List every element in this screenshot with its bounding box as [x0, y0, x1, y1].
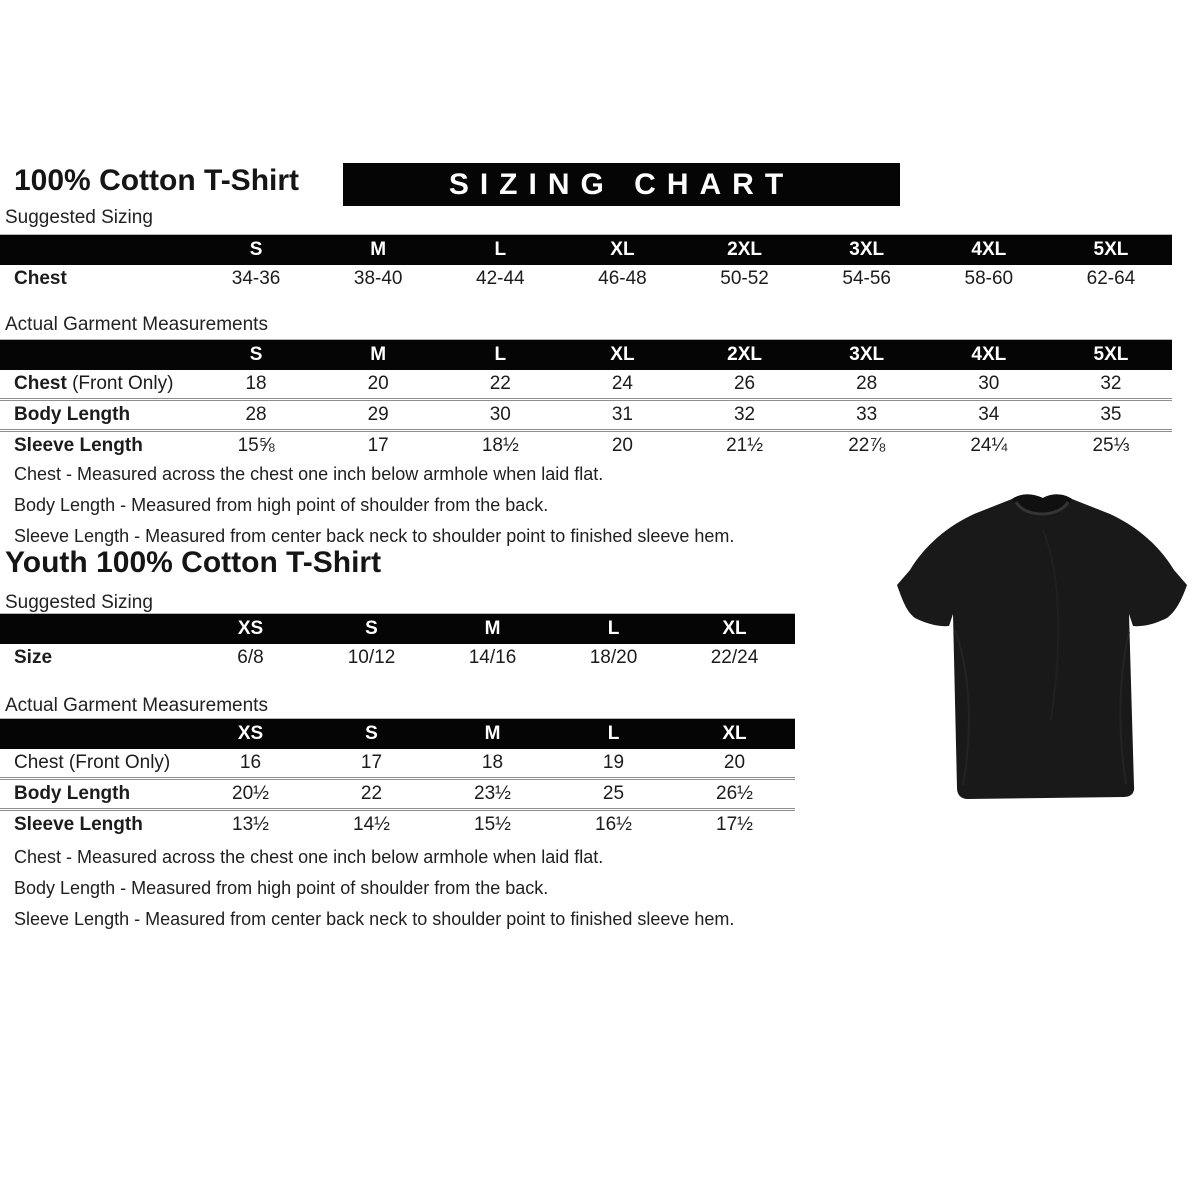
size-col-header: L — [553, 719, 674, 750]
note-line: Body Length - Measured from high point of shoulder from the back. — [14, 878, 549, 898]
header-spacer — [0, 340, 195, 371]
cell: 22⅞ — [806, 431, 928, 461]
row-label: Size — [14, 647, 53, 668]
size-col-header: 2XL — [684, 340, 806, 371]
row-label: Chest (Front Only) — [14, 373, 174, 394]
note-line: Sleeve Length - Measured from center back neck to shoulder point to finished sleeve hem. — [14, 526, 735, 546]
cell: 14/16 — [468, 647, 517, 668]
youth-actual-header-row — [0, 719, 795, 750]
adult-title: 100% Cotton T-Shirt — [14, 164, 300, 197]
youth-actual-measurements-label: Actual Garment Measurements — [5, 695, 268, 716]
cell: 25 — [553, 779, 674, 810]
row-label: Sleeve Length — [0, 810, 190, 840]
cell: 30 — [978, 373, 1000, 394]
table-row — [0, 749, 795, 779]
cell: 17 — [317, 431, 439, 461]
adult-measurement-notes — [14, 459, 734, 552]
cell: 15⅝ — [195, 431, 317, 461]
cell: 58-60 — [964, 268, 1014, 289]
cell: 46-48 — [598, 268, 647, 289]
size-col-header: 5XL — [1050, 235, 1172, 266]
note-line: Chest - Measured across the chest one inch below armhole when laid flat. — [14, 847, 604, 867]
cell: 35 — [1050, 400, 1172, 431]
adult-actual-measurements-table — [0, 339, 1172, 460]
size-col-header: XS — [190, 719, 311, 750]
size-col-header: S — [195, 340, 317, 371]
cell: 42-44 — [476, 268, 525, 289]
size-col-header: M — [432, 719, 553, 750]
youth-suggested-sizing-label: Suggested Sizing — [5, 592, 153, 613]
cell: 18 — [245, 373, 267, 394]
cell: 34-36 — [231, 268, 281, 289]
table-row — [0, 265, 1172, 293]
row-label: Chest — [14, 268, 67, 289]
cell: 34 — [928, 400, 1050, 431]
cell: 20½ — [190, 779, 311, 810]
cell: 31 — [561, 400, 683, 431]
youth-suggested-sizing-table — [0, 613, 795, 672]
size-col-header: XL — [674, 719, 795, 750]
cell: 33 — [806, 400, 928, 431]
table-row — [0, 400, 1172, 431]
cell: 6/8 — [237, 647, 264, 668]
cell: 18½ — [439, 431, 561, 461]
youth-title: Youth 100% Cotton T-Shirt — [5, 546, 382, 579]
row-label: Chest (Front Only) — [14, 752, 171, 773]
table-row — [0, 370, 1172, 400]
adult-suggested-sizing-table — [0, 234, 1172, 293]
size-col-header: L — [439, 235, 561, 266]
youth-suggested-header-row — [0, 614, 795, 645]
cell: 22 — [311, 779, 432, 810]
cell: 20 — [367, 373, 389, 394]
size-col-header: 2XL — [684, 235, 806, 266]
size-col-header: L — [553, 614, 674, 645]
size-col-header: XL — [674, 614, 795, 645]
size-col-header: M — [317, 340, 439, 371]
row-label: Sleeve Length — [0, 431, 195, 461]
cell: 24¼ — [928, 431, 1050, 461]
cell: 30 — [439, 400, 561, 431]
size-col-header: XL — [561, 235, 683, 266]
table-row — [0, 644, 795, 672]
cell: 10/12 — [347, 647, 396, 668]
youth-actual-measurements-table — [0, 718, 795, 839]
cell: 28 — [856, 373, 878, 394]
table-row — [0, 431, 1172, 461]
cell: 15½ — [432, 810, 553, 840]
header-spacer — [0, 614, 190, 645]
cell: 13½ — [190, 810, 311, 840]
cell: 32 — [1100, 373, 1122, 394]
note-line: Body Length - Measured from high point of shoulder from the back. — [14, 495, 549, 515]
cell: 32 — [684, 400, 806, 431]
youth-measurement-notes — [14, 842, 734, 935]
adult-actual-measurements-label: Actual Garment Measurements — [5, 314, 268, 335]
size-col-header: 3XL — [806, 340, 928, 371]
adult-suggested-sizing-label: Suggested Sizing — [5, 207, 153, 228]
cell: 25⅓ — [1050, 431, 1172, 461]
note-line: Sleeve Length - Measured from center back neck to shoulder point to finished sleeve hem. — [14, 909, 735, 929]
cell: 22 — [489, 373, 511, 394]
black-tshirt-image — [893, 490, 1191, 802]
cell: 17½ — [674, 810, 795, 840]
cell: 26½ — [674, 779, 795, 810]
cell: 20 — [723, 752, 746, 773]
table-row — [0, 810, 795, 840]
cell: 26 — [733, 373, 756, 394]
cell: 17 — [360, 752, 383, 773]
tshirt-graphic — [893, 490, 1191, 802]
size-col-header: S — [195, 235, 317, 266]
cell: 19 — [602, 752, 625, 773]
cell: 16 — [239, 752, 262, 773]
size-col-header: XS — [190, 614, 311, 645]
size-col-header: XL — [561, 340, 683, 371]
cell: 50-52 — [720, 268, 769, 289]
cell: 38-40 — [353, 268, 403, 289]
cell: 22/24 — [710, 647, 759, 668]
size-col-header: 4XL — [928, 235, 1050, 266]
row-label: Body Length — [0, 779, 190, 810]
note-line: Chest - Measured across the chest one inch below armhole when laid flat. — [14, 464, 604, 484]
size-col-header: M — [432, 614, 553, 645]
size-col-header: 4XL — [928, 340, 1050, 371]
cell: 18 — [481, 752, 504, 773]
cell: 54-56 — [842, 268, 891, 289]
cell: 18/20 — [589, 647, 638, 668]
cell: 16½ — [553, 810, 674, 840]
table-row — [0, 779, 795, 810]
size-col-header: S — [311, 614, 432, 645]
size-col-header: S — [311, 719, 432, 750]
cell: 28 — [195, 400, 317, 431]
size-col-header: 3XL — [806, 235, 928, 266]
adult-suggested-header-row — [0, 235, 1172, 266]
cell: 14½ — [311, 810, 432, 840]
header-spacer — [0, 719, 190, 750]
size-col-header: L — [439, 340, 561, 371]
row-label: Body Length — [0, 400, 195, 431]
size-col-header: 5XL — [1050, 340, 1172, 371]
adult-actual-header-row — [0, 340, 1172, 371]
cell: 62-64 — [1086, 268, 1136, 289]
size-col-header: M — [317, 235, 439, 266]
cell: 21½ — [684, 431, 806, 461]
cell: 20 — [561, 431, 683, 461]
header-spacer — [0, 235, 195, 266]
cell: 24 — [611, 373, 633, 394]
cell: 29 — [317, 400, 439, 431]
sizing-chart-banner: SIZING CHART — [343, 163, 900, 206]
cell: 23½ — [432, 779, 553, 810]
